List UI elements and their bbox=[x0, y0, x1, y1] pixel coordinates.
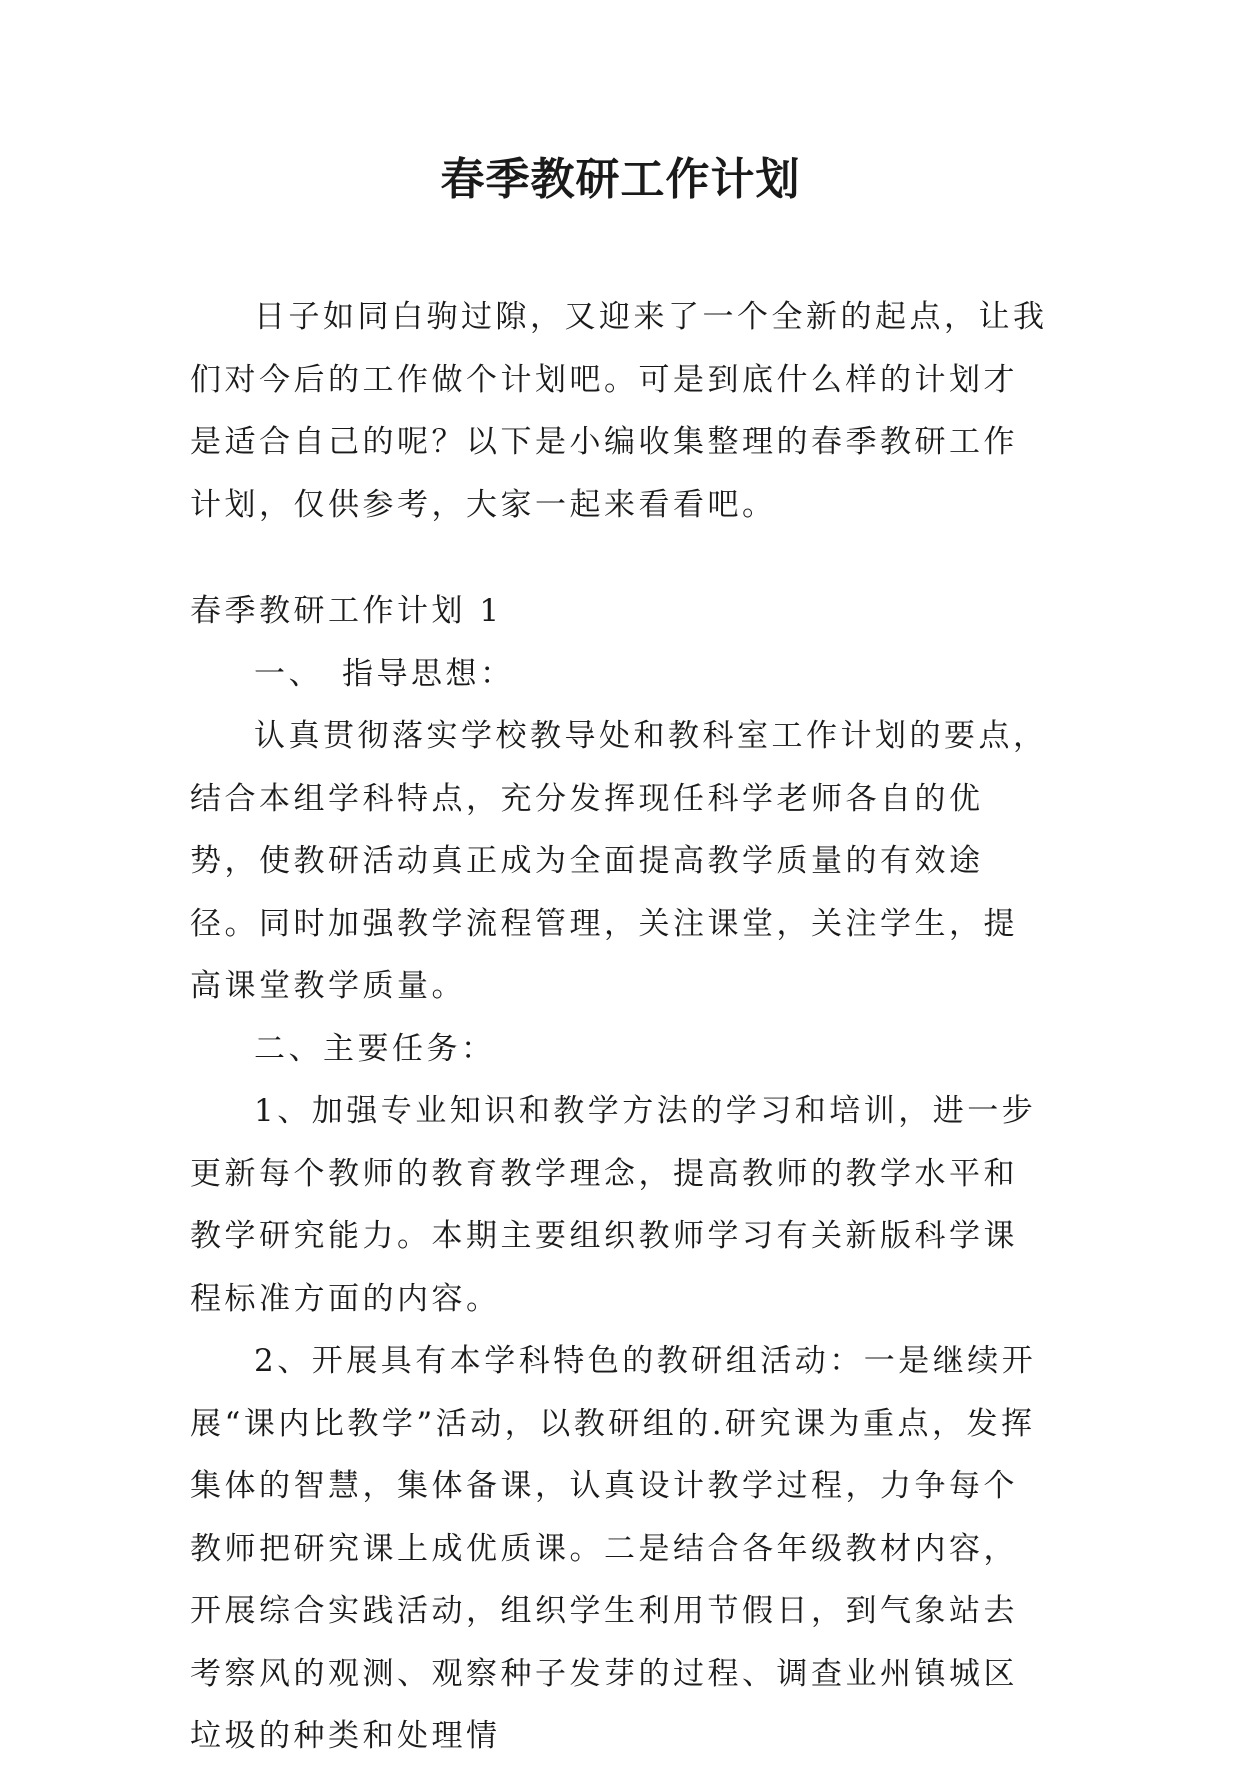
section-title: 春季教研工作计划 1 bbox=[190, 593, 503, 629]
task-item-1: 1、加强专业知识和教学方法的学习和培训，进一步更新每个教师的教育教学理念，提高教师的教学水平和教学研究能力。本期主要组织教师学习有关新版科学课程标准方面的内容。 bbox=[190, 1093, 1037, 1317]
heading-guiding-ideology: 一、 指导思想： bbox=[254, 655, 515, 692]
paragraph-guiding-ideology: 认真贯彻落实学校教导处和教科室工作计划的要点，结合本组学科特点，充分发挥现任科学老师各自的优势，使教研活动真正成为全面提高教学质量的有效途径。同时加强教学流程管理，关注课堂，关注学生，提高课堂教学质量。 bbox=[190, 718, 1048, 1004]
document-title: 春季教研工作计划 bbox=[440, 154, 801, 205]
task-item-2: 2、开展具有本学科特色的教研组活动：一是继续开展“课内比教学”活动，以教研组的.研究课为重点，发挥集体的智慧，集体备课，认真设计教学过程，力争每个教师把研究课上成优质课。二是结合各年级教材内容，开展综合实践活动，组织学生利用节假日，到气象站去考察风的观测、观察种子发芽的过程、调查业州镇城区垃圾的种类和处理情 bbox=[190, 1343, 1037, 1754]
plan-section bbox=[190, 580, 1050, 1768]
heading-main-tasks: 二、主要任务： bbox=[254, 1030, 496, 1067]
intro-paragraph: 日子如同白驹过隙，又迎来了一个全新的起点，让我们对今后的工作做个计划吧。可是到底什么样的计划才是适合自己的呢？以下是小编收集整理的春季教研工作计划，仅供参考，大家一起来看看吧。 bbox=[190, 299, 1048, 523]
